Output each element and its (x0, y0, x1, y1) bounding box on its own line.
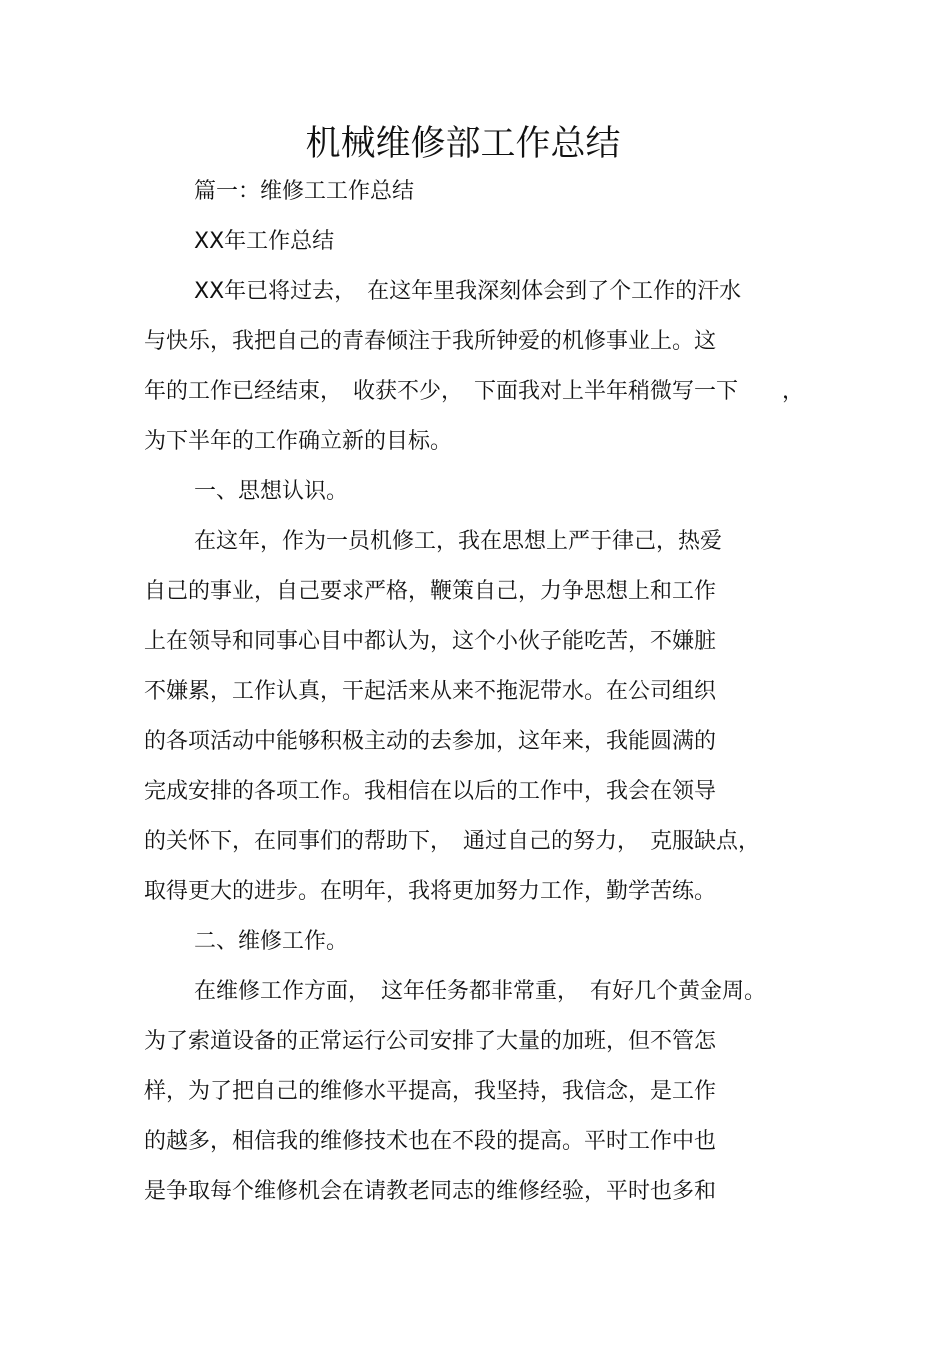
paragraph-line: 是争取每个维修机会在请教老同志的维修经验，平时也多和 (144, 1179, 717, 1204)
paragraph-line: 在这年，作为一员机修工，我在思想上严于律己，热爱 (194, 529, 723, 554)
paragraph-line: 完成安排的各项工作。我相信在以后的工作中，我会在领导 (144, 779, 717, 804)
paragraph-line: 样，为了把自己的维修水平提高，我坚持，我信念，是工作 (144, 1079, 717, 1104)
paragraph-line: 的越多，相信我的维修技术也在不段的提高。平时工作中也 (144, 1129, 717, 1154)
paragraph-line: XX年已将过去， 在这年里我深刻体会到了个工作的汗水 (194, 279, 742, 304)
paragraph-line: 为下半年的工作确立新的目标。 (144, 429, 453, 454)
paragraph-line: 的各项活动中能够积极主动的去参加，这年来，我能圆满的 (144, 729, 717, 754)
paragraph-line: 年的工作已经结束， 收获不少， 下面我对上半年稍微写一下 ， (144, 379, 805, 404)
paragraph-line: 取得更大的进步。在明年，我将更加努力工作，勤学苦练。 (144, 879, 717, 904)
paragraph-line: 与快乐，我把自己的青春倾注于我所钟爱的机修事业上。这 (144, 329, 717, 354)
paragraph-line: 上在领导和同事心目中都认为，这个小伙子能吃苦，不嫌脏 (144, 629, 717, 654)
section-heading-part-one: 篇一：维修工工作总结 (194, 179, 415, 204)
section-heading-thinking: 一、思想认识。 (194, 479, 349, 504)
paragraph-line: 为了索道设备的正常运行公司安排了大量的加班，但不管怎 (144, 1029, 717, 1054)
document-title: 机械维修部工作总结 (305, 124, 621, 164)
paragraph-line: 自己的事业，自己要求严格，鞭策自己，力争思想上和工作 (144, 579, 717, 604)
paragraph-line: 在维修工作方面， 这年任务都非常重， 有好几个黄金周。 (194, 979, 767, 1004)
paragraph-line: 不嫌累，工作认真，干起活来从来不拖泥带水。在公司组织 (144, 679, 717, 704)
subheading-year-summary: XX年工作总结 (194, 229, 335, 254)
section-heading-maintenance: 二、维修工作。 (194, 929, 349, 954)
paragraph-line: 的关怀下，在同事们的帮助下， 通过自己的努力， 克服缺点， (144, 829, 761, 854)
